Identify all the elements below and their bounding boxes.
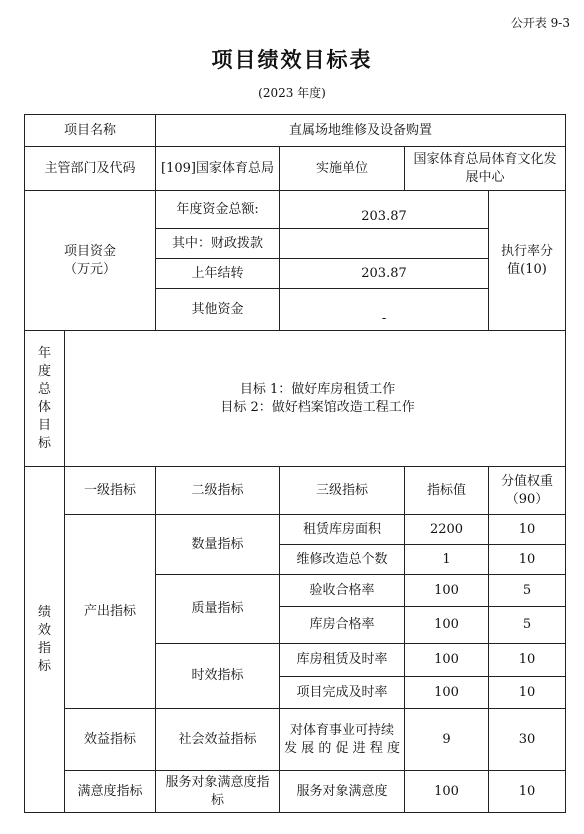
indicator-row-name: 维修改造总个数 <box>280 545 405 575</box>
indicator-row-value: 2200 <box>405 515 489 545</box>
indicator-row-name: 项目完成及时率 <box>280 677 405 709</box>
indicator-row-weight: 10 <box>489 677 566 709</box>
table-number-label: 公开表 9-3 <box>510 16 570 30</box>
indicator-row-value: 9 <box>405 709 489 771</box>
funds-carryover-value: 203.87 <box>280 259 489 289</box>
indicator-row-value: 100 <box>405 607 489 644</box>
indicator-row-value: 100 <box>405 575 489 607</box>
timeliness-indicator: 时效指标 <box>156 644 280 709</box>
header-level2: 二级指标 <box>156 467 280 515</box>
exec-rate-label: 执行率分值(10) <box>489 191 566 331</box>
header-value: 指标值 <box>405 467 489 515</box>
project-name-label: 项目名称 <box>25 115 156 147</box>
funds-total-label: 年度资金总额: <box>156 191 280 229</box>
header-level1: 一级指标 <box>65 467 156 515</box>
funds-label: 项目资金（万元） <box>25 191 156 331</box>
funds-other-value: - <box>280 289 489 331</box>
indicator-row-value: 100 <box>405 677 489 709</box>
indicator-row-name: 服务对象满意度 <box>280 771 405 813</box>
indicator-row-value: 100 <box>405 771 489 813</box>
indicator-row-name: 验收合格率 <box>280 575 405 607</box>
project-name-value: 直属场地维修及设备购置 <box>156 115 566 147</box>
annual-goal-label: 年度总体目标 <box>25 331 65 467</box>
indicator-row-weight: 10 <box>489 644 566 677</box>
social-benefit-indicator: 社会效益指标 <box>156 709 280 771</box>
funds-carryover-label: 上年结转 <box>156 259 280 289</box>
indicator-row-name: 库房租赁及时率 <box>280 644 405 677</box>
satisfaction-indicator: 满意度指标 <box>65 771 156 813</box>
header-weight: 分值权重（90） <box>489 467 566 515</box>
benefit-indicator: 效益指标 <box>65 709 156 771</box>
indicator-row-name: 对体育事业可持续发展的促进程度 <box>280 709 405 771</box>
indicator-row-weight: 10 <box>489 545 566 575</box>
quantity-indicator: 数量指标 <box>156 515 280 575</box>
indicator-row-weight: 30 <box>489 709 566 771</box>
performance-goal-table <box>24 114 566 813</box>
annual-goal-content <box>65 331 566 467</box>
impl-unit-label: 实施单位 <box>280 147 405 191</box>
funds-other-label: 其他资金 <box>156 289 280 331</box>
funds-fiscal-value <box>280 229 489 259</box>
indicator-row-weight: 5 <box>489 607 566 644</box>
indicator-row-weight: 5 <box>489 575 566 607</box>
indicator-row-name: 库房合格率 <box>280 607 405 644</box>
indicator-row-weight: 10 <box>489 771 566 813</box>
funds-total-value: 203.87 <box>280 191 489 229</box>
goal-item: 目标 1：做好库房租赁工作 <box>239 381 396 397</box>
impl-unit-value: 国家体育总局体育文化发展中心 <box>405 147 566 191</box>
service-satisfaction-indicator: 服务对象满意度指标 <box>156 771 280 813</box>
indicator-row-name: 租赁库房面积 <box>280 515 405 545</box>
page-title: 项目绩效目标表 <box>211 47 373 72</box>
perf-indicator-label: 绩效指标 <box>25 467 65 813</box>
indicator-row-value: 1 <box>405 545 489 575</box>
quality-indicator: 质量指标 <box>156 575 280 644</box>
funds-fiscal-label: 其中：财政拨款 <box>156 229 280 259</box>
dept-value: [109]国家体育总局 <box>156 147 280 191</box>
indicator-row-value: 100 <box>405 644 489 677</box>
indicator-row-weight: 10 <box>489 515 566 545</box>
year-subtitle: (2023 年度) <box>258 86 326 100</box>
goal-item: 目标 2：做好档案馆改造工程工作 <box>220 399 415 415</box>
header-level3: 三级指标 <box>280 467 405 515</box>
output-indicator: 产出指标 <box>65 515 156 709</box>
dept-label: 主管部门及代码 <box>25 147 156 191</box>
